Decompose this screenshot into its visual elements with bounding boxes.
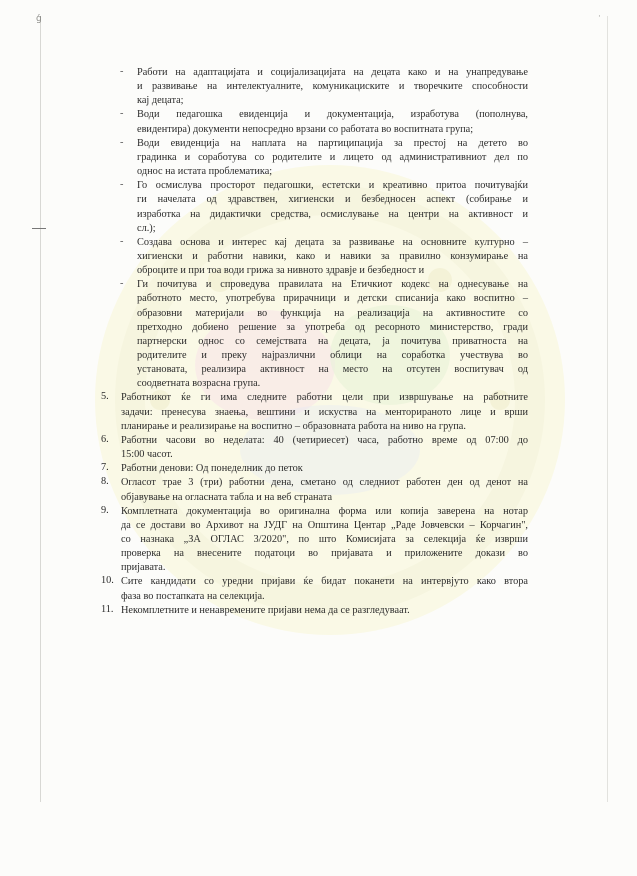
bullet-line: градинка и соработува со родителите и лицето од административниот дел по	[137, 151, 528, 163]
numbered-line: да се достави во Архивот на ЈУДГ на Општина Центар „Раде Јовчевски – Корчагин",	[121, 519, 528, 531]
bullet-line: Ги почитува и спроведува правилата на Етичкиот кодекс на однесување на	[137, 279, 528, 291]
bullet-line: партнерски однос со семејствата на децата, ја почитува приватноста на	[137, 335, 528, 347]
bullet-line: работното место, употребува прирачници и детски списанија како воспитно –	[137, 293, 528, 305]
bullet-dash-icon: -	[120, 108, 124, 120]
item-number: 5.	[101, 391, 109, 403]
bullet-dash-icon: -	[120, 66, 124, 77]
bullet-dash-icon: -	[120, 278, 124, 290]
item-number: 10.	[101, 575, 114, 587]
bullet-dash-icon: -	[120, 235, 124, 247]
bullet-line: образовни материјали во функција на реализација на активностите со	[137, 307, 528, 319]
bullet-line: изработка на дидактички средства, осмислување на центри на активност и	[137, 208, 528, 220]
bullet-line: оброците и при тоа води грижа за нивното здравје и безбедност и	[137, 265, 425, 277]
numbered-line: 15:00 часот.	[121, 449, 173, 461]
margin-tick	[32, 228, 46, 229]
numbered-line: Сите кандидати со уредни пријави ќе бидат поканети на интервјуто како втора	[121, 576, 528, 588]
bullet-line: родителите и преку најразлични облици на соработка учествува во	[137, 350, 528, 361]
numbered-line: Огласот трае 3 (три) работни дена, сметано од следниот работен ден од денот на	[121, 477, 528, 489]
numbered-line: Некомплетните и ненавремените пријави нема да се разгледуваат.	[121, 604, 410, 616]
item-number: 11.	[101, 603, 114, 615]
bullet-line: соодветната возрасна група.	[137, 378, 261, 390]
corner-mark-icon: ǵ	[36, 14, 42, 24]
numbered-line: објавување на огласната табла и на веб страната	[121, 491, 333, 503]
bullet-line: ги начелата од здравствен, хигиенски и безбедносен аспект (собирање и	[137, 194, 528, 206]
numbered-line: пријавата.	[121, 562, 166, 574]
numbered-line: проверка на внесените податоци во пријавата и приложените докази во	[121, 548, 528, 560]
bullet-dash-icon: -	[120, 179, 124, 191]
numbered-line: планирање и реализирање на воспитно – образовната работа на ниво на група.	[121, 420, 466, 432]
corner-dot-icon: ·	[598, 12, 601, 22]
numbered-line: со назнака „ЗА ОГЛАС 3/2020", по што Комисијата за селекција ќе изврши	[121, 533, 528, 545]
bullet-line: Води педагошка евиденција и документација, изработува (пополнува,	[137, 109, 528, 121]
numbered-line: Комплетната документација во оригинална форма или копија заверена на нотар	[121, 505, 528, 517]
bullet-line: Води евиденција на наплата на партиципација за престој на детето во	[137, 137, 528, 149]
item-number: 9.	[101, 504, 109, 516]
numbered-line: фаза во постапката на селекција.	[121, 590, 265, 602]
numbered-line: Работникот ќе ги има следните работни цели при извршување на работните	[121, 392, 528, 404]
bullet-line: евидентира) документи непосредно врзани со работата во воспитната група;	[137, 123, 474, 135]
bullet-line: однос на истата проблематика;	[137, 166, 273, 178]
bullet-line: Го осмислува просторот педагошки, естетски и креативно притоа почитувајќи	[137, 180, 528, 192]
numbered-line: Работни денови: Од понеделник до петок	[121, 463, 303, 475]
item-number: 8.	[101, 476, 109, 488]
bullet-line: хигиенски и работни навики, како и навики за правилно конзумирање на	[137, 250, 528, 262]
bullet-line: установата, реализира активност на место на отсутен воспитувач од	[137, 364, 528, 376]
bullet-line: претходно добиено решение за употреба од ресорното министерство, гради	[137, 321, 528, 333]
bullet-line: сл.);	[137, 222, 156, 234]
numbered-line: Работни часови во неделата: 40 (четириесет) часа, работно време од 07:00 до	[121, 434, 528, 446]
item-number: 6.	[101, 433, 109, 445]
bullet-line: Создава основа и интерес кај децата за развивање на основните културно –	[137, 236, 528, 248]
bullet-line: кај децата;	[137, 95, 184, 107]
item-number: 7.	[101, 462, 109, 474]
bullet-line: и развивање на интелектуалните, комуникациските и творечките способности	[137, 81, 528, 93]
numbered-line: задачи: пренесува знаења, вештини и искуства на менторираното лице и врши	[121, 406, 528, 418]
bullet-line: Работи на адаптацијата и социјализацијата на децата како и на унапредување	[137, 67, 528, 78]
bullet-dash-icon: -	[120, 136, 124, 148]
